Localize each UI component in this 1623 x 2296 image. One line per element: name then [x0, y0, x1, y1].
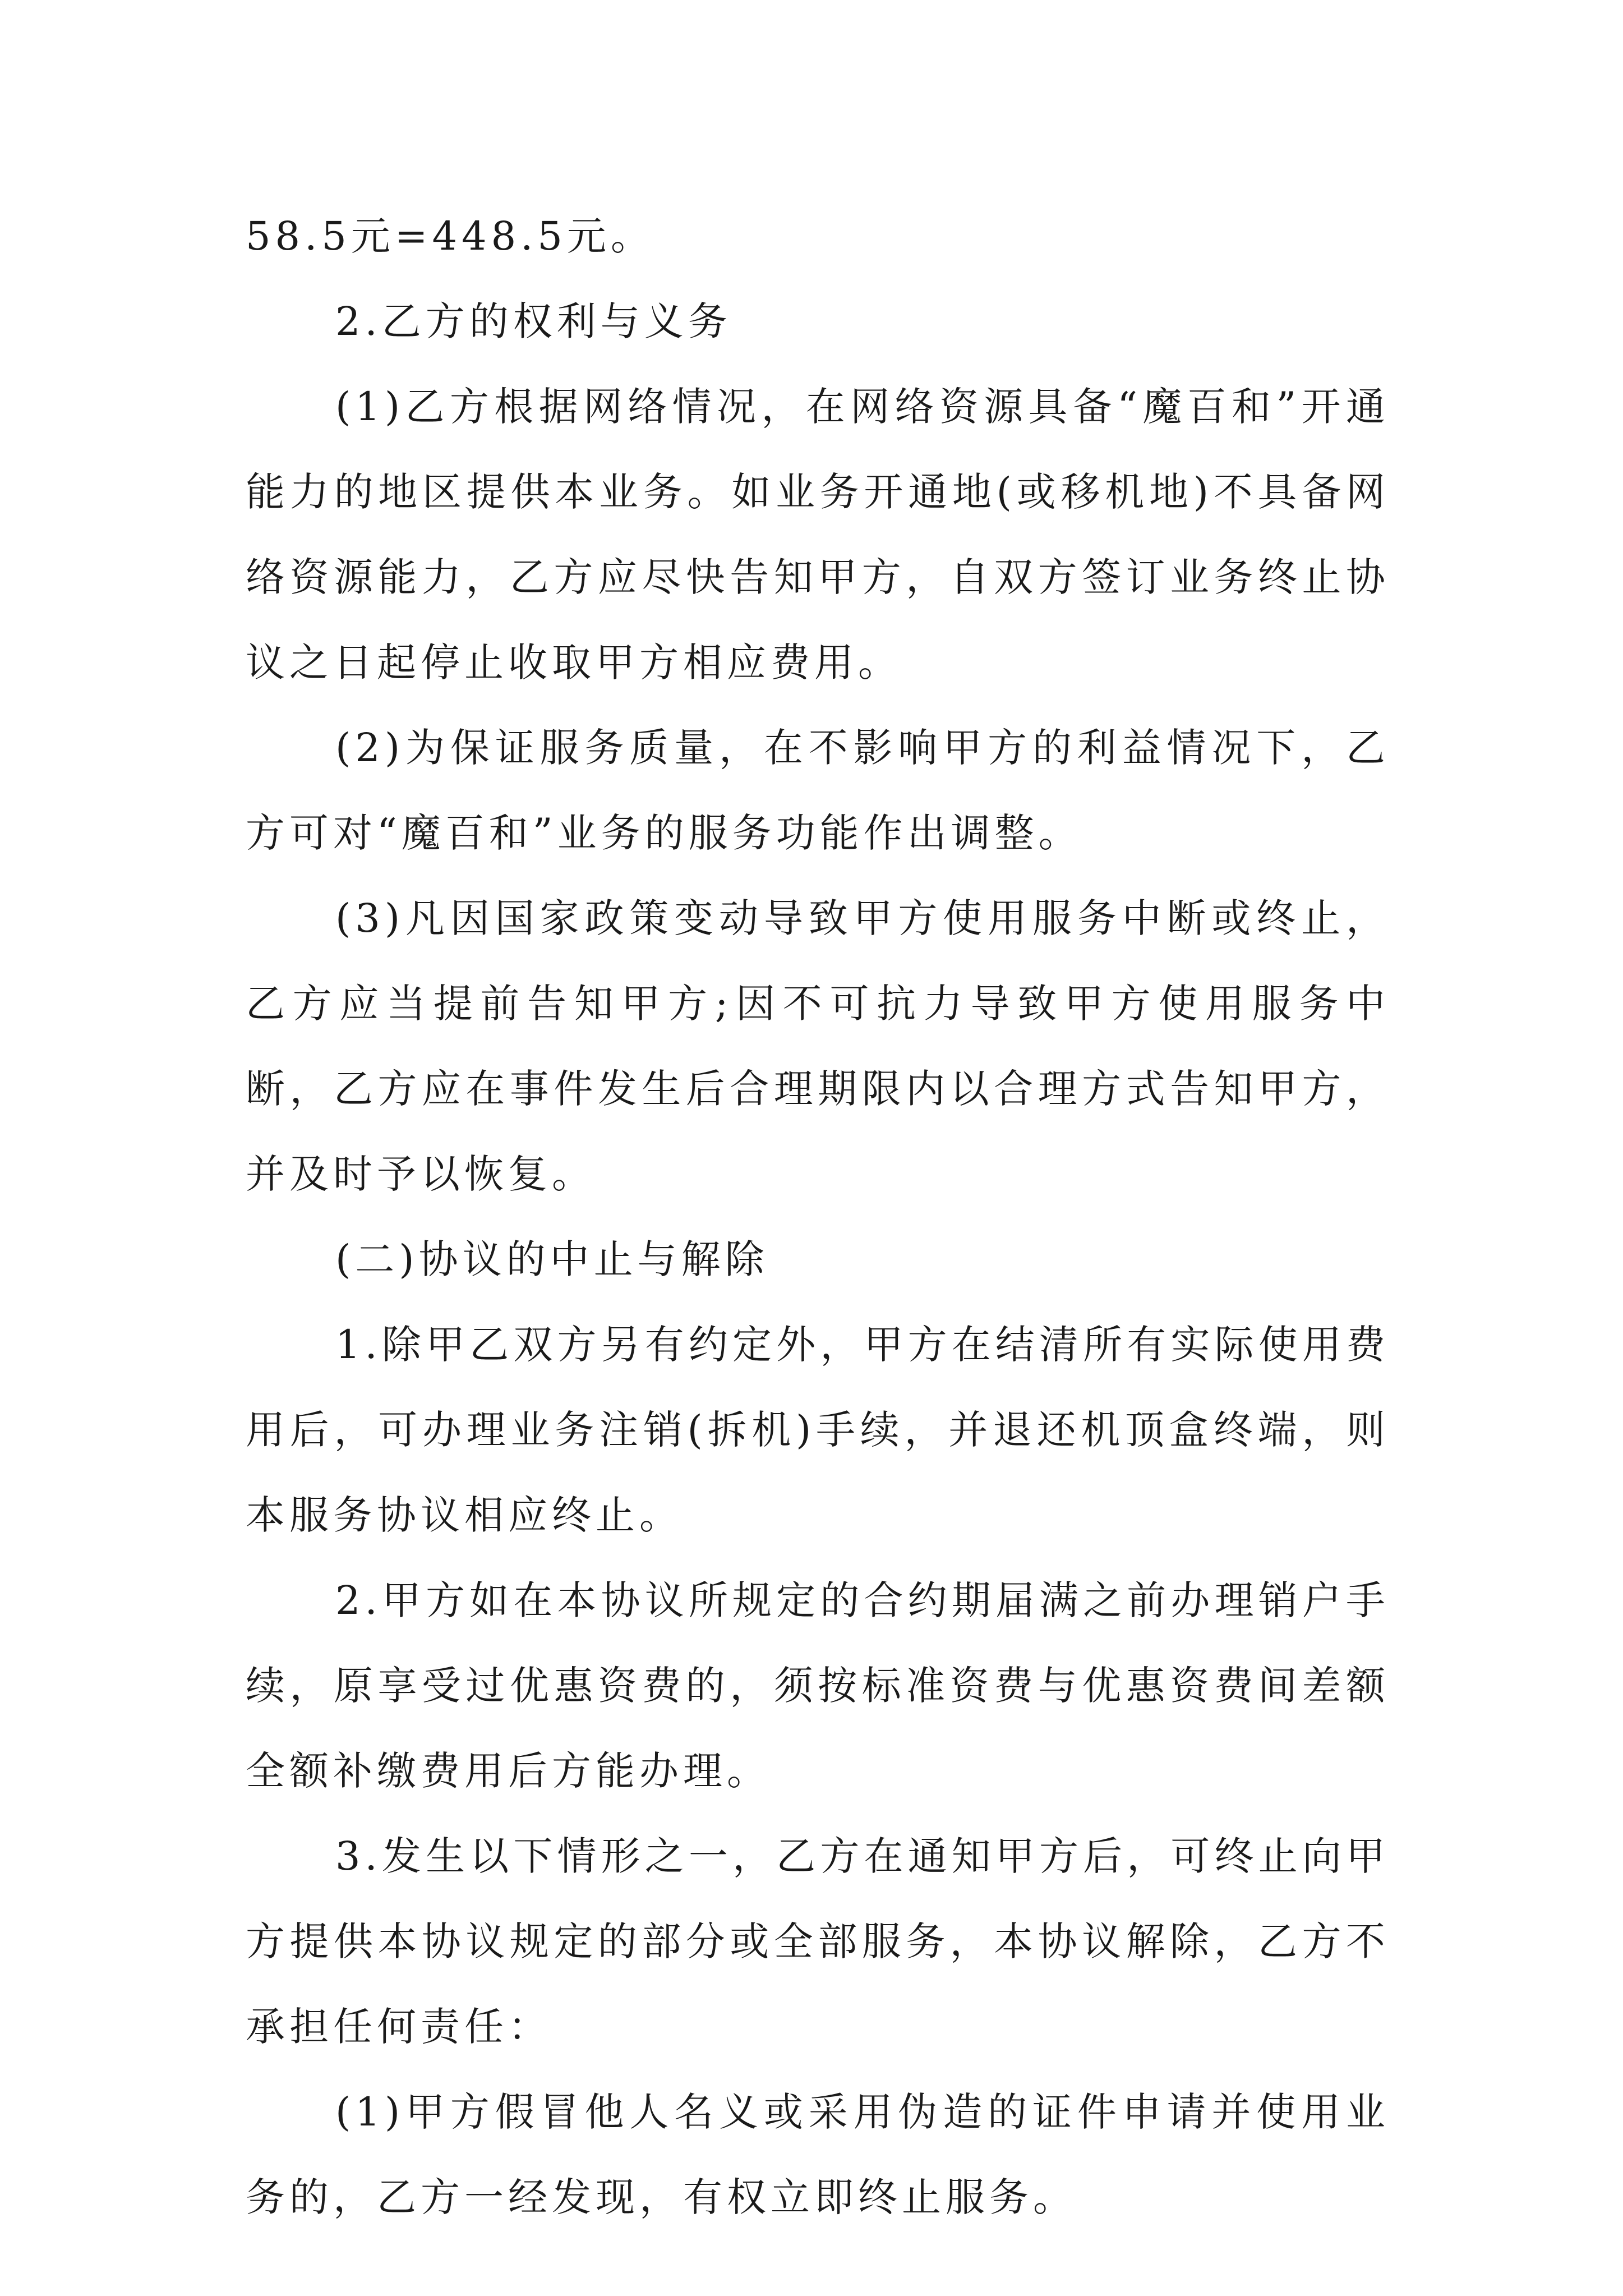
paragraph-termination-2: 2.甲方如在本协议所规定的合约期届满之前办理销户手续，原享受过优惠资费的，须按标准资费与优惠资费间差额全额补缴费用后方能办理。 — [246, 1577, 1390, 1794]
paragraph-heading-suspension: (二)协议的中止与解除 — [335, 1236, 769, 1282]
paragraph-price-total: 58.5元=448.5元。 — [246, 213, 654, 259]
paragraph-clause-1: (1)乙方根据网络情况，在网络资源具备“魔百和”开通能力的地区提供本业务。如业务开通地(或移机地)不具备网络资源能力，乙方应尽快告知甲方，自双方签订业务终止协议之日起停止收取甲方相应费用。 — [246, 384, 1390, 685]
paragraph-termination-3-item-1: (1)甲方假冒他人名义或采用伪造的证件申请并使用业务的，乙方一经发现，有权立即终止服务。 — [246, 2089, 1390, 2220]
paragraph-clause-3: (3)凡因国家政策变动导致甲方使用服务中断或终止，乙方应当提前告知甲方;因不可抗力导致甲方使用服务中断，乙方应在事件发生后合理期限内以合理方式告知甲方，并及时予以恢复。 — [246, 895, 1390, 1197]
document-body — [246, 194, 1390, 2240]
paragraph-heading-rights-obligations: 2.乙方的权利与义务 — [335, 298, 732, 344]
paragraph-termination-1: 1.除甲乙双方另有约定外，甲方在结清所有实际使用费用后，可办理业务注销(拆机)手续，并退还机顶盒终端，则本服务协议相应终止。 — [246, 1322, 1390, 1538]
paragraph-clause-2: (2)为保证服务质量，在不影响甲方的利益情况下，乙方可对“魔百和”业务的服务功能作出调整。 — [246, 725, 1390, 856]
paragraph-termination-3: 3.发生以下情形之一，乙方在通知甲方后，可终止向甲方提供本协议规定的部分或全部服务，本协议解除，乙方不承担任何责任： — [246, 1833, 1390, 2050]
